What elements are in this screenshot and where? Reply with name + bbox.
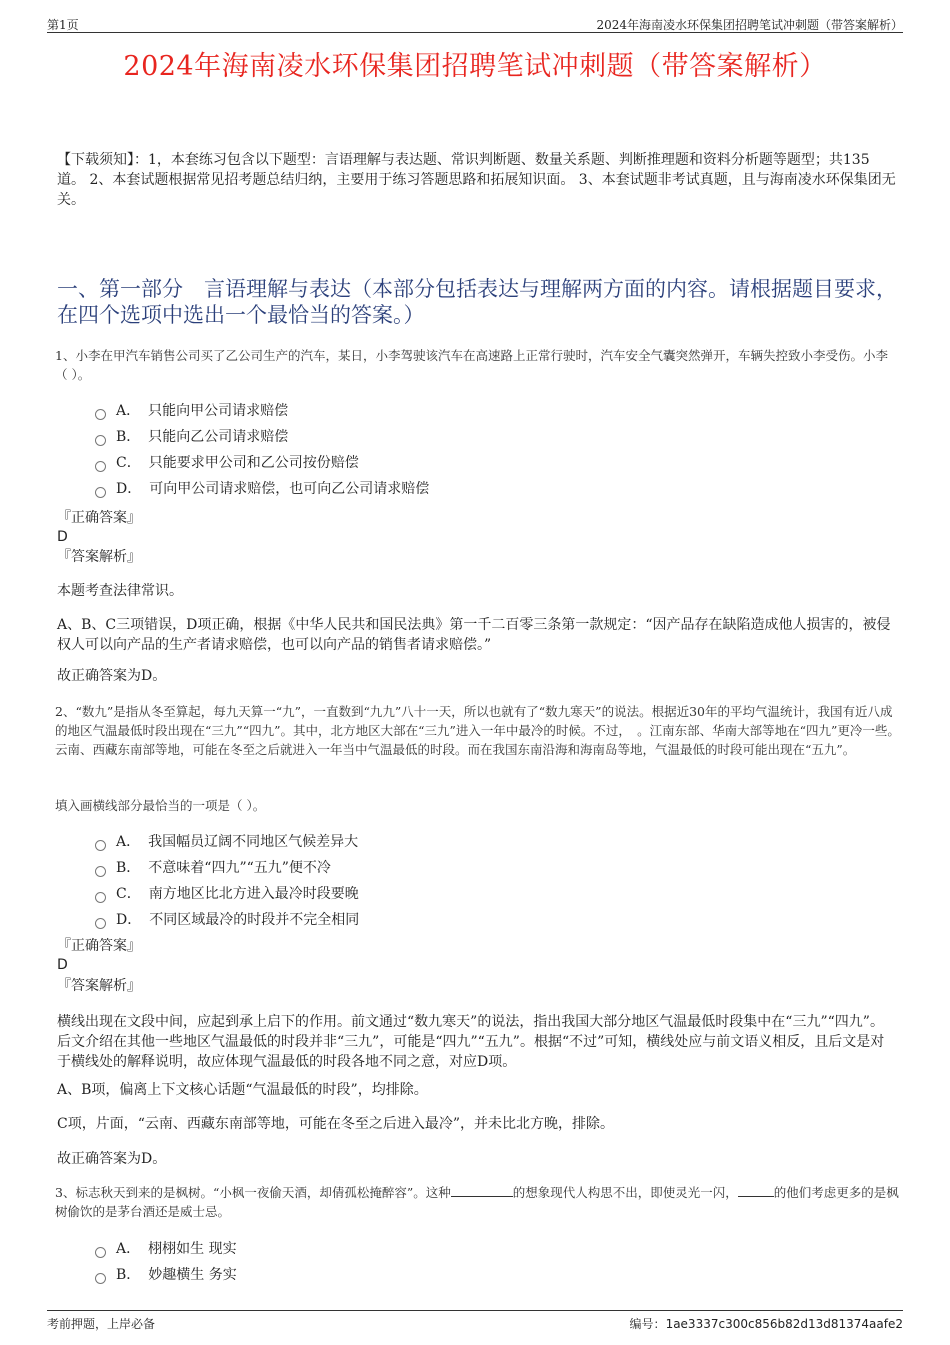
download-notice: 【下载须知】：1，本套练习包含以下题型：言语理解与表达题、常识判断题、数量关系题、判断推理题和资料分析题等题型；共135道。 2、本套试题根据常见招考题总结归纳，主要用于练习答题思路和拓展知识面。 3、本套试题非考试真题，且与海南凌水环保集团无关。 (57, 152, 896, 208)
analysis-q2-p3: C项，片面，“云南、西藏东南部等地，可能在冬至之后进入最冷”，并未比北方晚，排除。 (57, 1116, 615, 1132)
question-2-prompt: 填入画横线部分最恰当的一项是（ ）。 (55, 798, 266, 813)
radio-icon[interactable] (95, 409, 106, 420)
correct-answer-label: 『正确答案』 (57, 938, 141, 954)
option-q1-a[interactable]: A． 只能向甲公司请求赔偿 (95, 398, 875, 424)
correct-answer-label: 『正确答案』 (57, 510, 141, 526)
analysis-label: 『答案解析』 (57, 549, 141, 565)
question-2-options (95, 829, 875, 933)
document-title: 2024年海南凌水环保集团招聘笔试冲刺题（带答案解析） (123, 51, 827, 82)
page-number: 第1页 (47, 18, 79, 32)
fill-blank-2 (738, 1184, 774, 1197)
correct-answer-q2: D (57, 957, 68, 973)
page-header (47, 14, 903, 33)
correct-answer-q1: D (57, 529, 68, 545)
analysis-q2-p1: 横线出现在文段中间，应起到承上启下的作用。前文通过“数九寒天”的说法，指出我国大部分地区气温最低时段集中在“三九”“四九”。后文介绍在其他一些地区气温最低的时段并非“三九”，可能是“四九”“五九”。根据“不过”可知，横线处应与前文语义相反，且后文是对于横线处的解释说明，故应体现气温最低的时段各地不同之意，对应D项。 (57, 1014, 885, 1070)
header-doc-title: 2024年海南凌水环保集团招聘笔试冲刺题（带答案解析） (596, 18, 903, 32)
analysis-q2-p4: 故正确答案为D。 (57, 1151, 167, 1167)
footer-code: 编号：1ae3337c300c856b82d13d81374aafe2 (629, 1317, 903, 1331)
radio-icon[interactable] (95, 461, 106, 472)
option-q1-b[interactable]: B． 只能向乙公司请求赔偿 (95, 424, 875, 450)
question-1-options (95, 398, 875, 502)
question-3-text: 3、标志秋天到来的是枫树。“小枫一夜偷天酒，却倩孤松掩醉容”。这种 的想象现代人构思不出，即使灵光一闪， 的他们考虑更多的是枫树偷饮的是茅台酒还是威士忌。 (55, 1185, 899, 1219)
option-q3-b[interactable]: B． 妙趣横生 务实 (95, 1262, 875, 1288)
footer-slogan: 考前押题，上岸必备 (47, 1317, 156, 1331)
option-q3-a[interactable]: A． 栩栩如生 现实 (95, 1236, 875, 1262)
question-2-text: 2、“数九”是指从冬至算起，每九天算一“九”，一直数到“九九”八十一天，所以也就有了“数九寒天”的说法。根据近30年的平均气温统计，我国有近八成的地区气温最低时段出现在“三九”“四九”。其中，北方地区大部在“三九”进入一年中最冷的时候。不过， 。江南东部、华南大部等地在“四九”更冷一些。云南、西藏东南部等地，可能在冬至之后就进入一年当中气温最低的时段。而在我国东南沿海和海南岛等地，气温最低的时段可能出现在“五九”。 (55, 704, 900, 757)
analysis-q1-p3: 故正确答案为D。 (57, 668, 167, 684)
option-q2-a[interactable]: A． 我国幅员辽阔不同地区气候差异大 (95, 829, 875, 855)
section-heading: 一、第一部分 言语理解与表达（本部分包括表达与理解两方面的内容。请根据题目要求，在四个选项中选出一个最恰当的答案。） (57, 277, 897, 327)
option-q2-d[interactable]: D． 不同区域最冷的时段并不完全相同 (95, 907, 875, 933)
page-footer (47, 1310, 903, 1331)
radio-icon[interactable] (95, 1247, 106, 1258)
option-q2-b[interactable]: B． 不意味着“四九”“五九”便不冷 (95, 855, 875, 881)
analysis-q1-p1: 本题考查法律常识。 (57, 583, 183, 599)
option-q1-d[interactable]: D． 可向甲公司请求赔偿，也可向乙公司请求赔偿 (95, 476, 875, 502)
question-1-text: 1、小李在甲汽车销售公司买了乙公司生产的汽车，某日，小李驾驶该汽车在高速路上正常行驶时，汽车安全气囊突然弹开，车辆失控致小李受伤。小李（ ）。 (55, 348, 888, 382)
radio-icon[interactable] (95, 866, 106, 877)
radio-icon[interactable] (95, 1273, 106, 1284)
question-3-options (95, 1236, 875, 1288)
option-q1-c[interactable]: C． 只能要求甲公司和乙公司按份赔偿 (95, 450, 875, 476)
option-q2-c[interactable]: C． 南方地区比北方进入最冷时段要晚 (95, 881, 875, 907)
radio-icon[interactable] (95, 840, 106, 851)
radio-icon[interactable] (95, 918, 106, 929)
fill-blank-1 (451, 1184, 513, 1197)
radio-icon[interactable] (95, 487, 106, 498)
radio-icon[interactable] (95, 892, 106, 903)
analysis-q1-p2: A、B、C三项错误，D项正确，根据《中华人民共和国民法典》第一千二百零三条第一款规定：“因产品存在缺陷造成他人损害的，被侵权人可以向产品的生产者请求赔偿，也可以向产品的销售者请求赔偿。” (57, 617, 891, 653)
analysis-q2-p2: A、B项，偏离上下文核心话题“气温最低的时段”，均排除。 (57, 1082, 428, 1098)
analysis-label: 『答案解析』 (57, 978, 141, 994)
radio-icon[interactable] (95, 435, 106, 446)
